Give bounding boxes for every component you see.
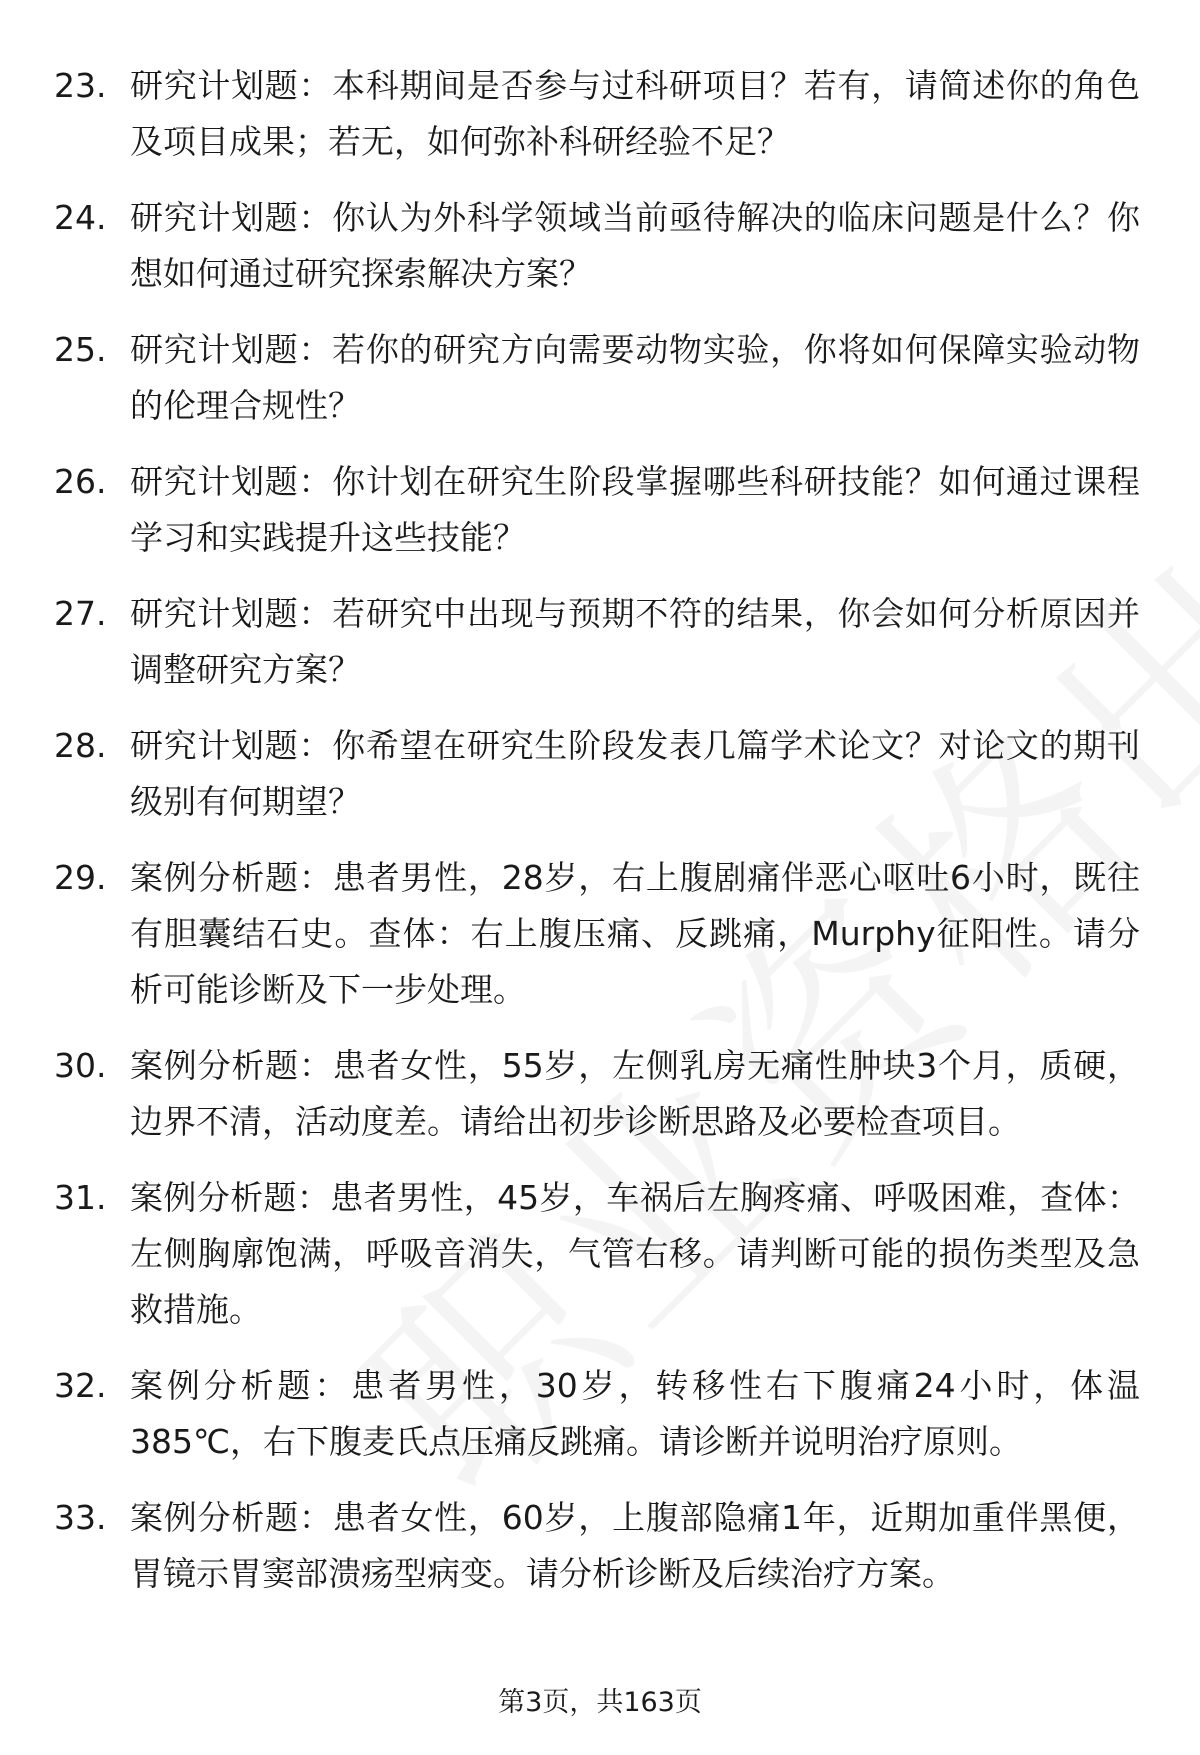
question-text: 案例分析题：患者女性，60岁，上腹部隐痛1年，近期加重伴黑便，胃镜示胃窦部溃疡型病变。请分析诊断及后续治疗方案。	[130, 1498, 1140, 1593]
question-item-33	[0, 1490, 1200, 1602]
question-number: 25.	[54, 330, 107, 369]
question-number: 24.	[54, 198, 107, 237]
question-item-28	[0, 718, 1200, 830]
question-number: 30.	[54, 1046, 107, 1085]
question-item-23	[0, 58, 1200, 170]
question-number: 29.	[54, 858, 107, 897]
question-text: 研究计划题：你计划在研究生阶段掌握哪些科研技能？如何通过课程学习和实践提升这些技能？	[130, 462, 1140, 557]
question-item-30	[0, 1038, 1200, 1150]
question-text: 研究计划题：你认为外科学领域当前亟待解决的临床问题是什么？你想如何通过研究探索解决方案？	[130, 198, 1140, 293]
question-text: 案例分析题：患者男性，28岁，右上腹剧痛伴恶心呕吐6小时，既往有胆囊结石史。查体：右上腹压痛、反跳痛，Murphy征阳性。请分析可能诊断及下一步处理。	[130, 858, 1140, 1009]
question-item-29	[0, 850, 1200, 1018]
question-item-31	[0, 1170, 1200, 1338]
question-number: 31.	[54, 1178, 107, 1217]
question-number: 33.	[54, 1498, 107, 1537]
question-text: 案例分析题：患者男性，30岁，转移性右下腹痛24小时，体温385℃，右下腹麦氏点压痛反跳痛。请诊断并说明治疗原则。	[130, 1366, 1140, 1461]
question-item-32	[0, 1358, 1200, 1470]
question-number: 27.	[54, 594, 107, 633]
question-number: 28.	[54, 726, 107, 765]
question-text: 案例分析题：患者女性，55岁，左侧乳房无痛性肿块3个月，质硬，边界不清，活动度差。请给出初步诊断思路及必要检查项目。	[130, 1046, 1140, 1141]
question-list	[0, 58, 1200, 1622]
question-text: 案例分析题：患者男性，45岁，车祸后左胸疼痛、呼吸困难，查体：左侧胸廓饱满，呼吸音消失，气管右移。请判断可能的损伤类型及急救措施。	[130, 1178, 1140, 1329]
question-item-24	[0, 190, 1200, 302]
question-text: 研究计划题：本科期间是否参与过科研项目？若有，请简述你的角色及项目成果；若无，如何弥补科研经验不足？	[130, 66, 1140, 161]
question-number: 32.	[54, 1366, 107, 1405]
question-item-25	[0, 322, 1200, 434]
question-number: 23.	[54, 66, 107, 105]
page-number: 第3页，共163页	[498, 1687, 702, 1718]
question-item-27	[0, 586, 1200, 698]
question-text: 研究计划题：你希望在研究生阶段发表几篇学术论文？对论文的期刊级别有何期望？	[130, 726, 1140, 821]
question-text: 研究计划题：若研究中出现与预期不符的结果，你会如何分析原因并调整研究方案？	[130, 594, 1140, 689]
question-text: 研究计划题：若你的研究方向需要动物实验，你将如何保障实验动物的伦理合规性？	[130, 330, 1140, 425]
question-number: 26.	[54, 462, 107, 501]
question-item-26	[0, 454, 1200, 566]
